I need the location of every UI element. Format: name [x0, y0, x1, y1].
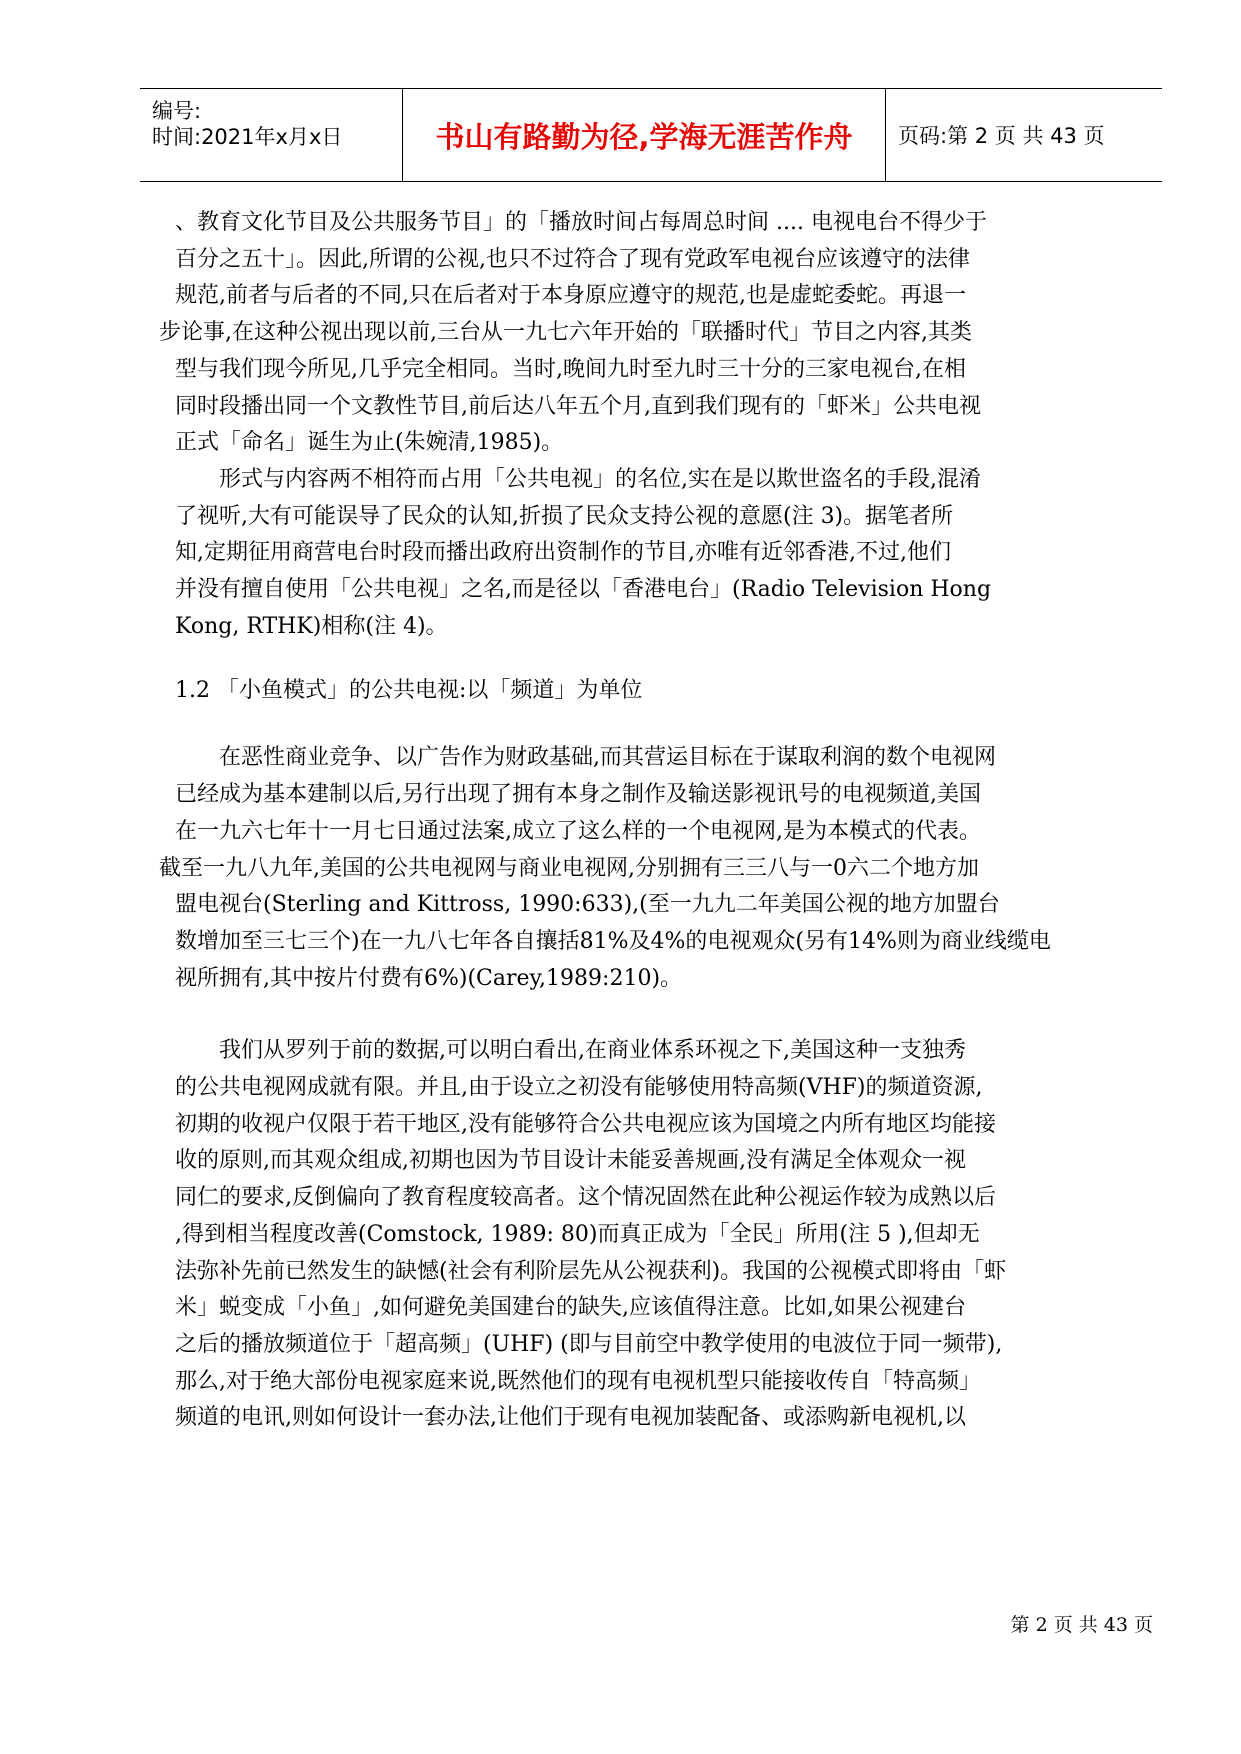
- header-motto-cell: [403, 89, 886, 181]
- document-time-label: 时间:2021年x月x日: [152, 125, 343, 149]
- text-line: 型与我们现今所见,几乎完全相同。当时,晚间九时至九时三十分的三家电视台,在相: [175, 356, 966, 382]
- text-line: 的公共电视网成就有限。并且,由于设立之初没有能够使用特高频(VHF)的频道资源,: [175, 1075, 983, 1101]
- text-line: 视所拥有,其中按片付费有6%)(Carey,1989:210)。: [175, 965, 683, 991]
- text-line: 初期的收视户仅限于若干地区,没有能够符合公共电视应该为国境之内所有地区均能接: [175, 1111, 996, 1137]
- text-line: 在一九六七年十一月七日通过法案,成立了这么样的一个电视网,是为本模式的代表。: [175, 818, 981, 844]
- text-line: 形式与内容两不相符而占用「公共电视」的名位,实在是以欺世盗名的手段,混淆: [219, 466, 981, 492]
- text-line: 收的原则,而其观众组成,初期也因为节目设计未能妥善规画,没有满足全体观众一视: [175, 1148, 966, 1174]
- text-line: 同仁的要求,反倒偏向了教育程度较高者。这个情况固然在此种公视运作较为成熟以后: [175, 1185, 996, 1211]
- text-line: 之后的播放频道位于「超高频」(UHF) (即与目前空中教学使用的电波位于同一频带),: [175, 1331, 1003, 1357]
- paragraph-2: [175, 462, 1165, 646]
- text-line: 知,定期征用商营电台时段而播出政府出资制作的节目,亦唯有近邻香港,不过,他们: [175, 540, 951, 566]
- motto-text: 书山有路勤为径,学海无涯苦作舟: [435, 119, 853, 154]
- text-line: 百分之五十」。因此,所谓的公视,也只不过符合了现有党政军电视台应该遵守的法律: [175, 246, 970, 272]
- header-page-number: 页码:第 2 页 共 43 页: [898, 124, 1105, 148]
- header-meta-cell: [140, 89, 403, 181]
- document-body: [159, 205, 1165, 1437]
- text-line: 数增加至三七三个)在一九八七年各自攘括81%及4%的电视观众(另有14%则为商业线缆电: [175, 928, 1051, 954]
- page-header: [140, 88, 1162, 182]
- text-line: Kong, RTHK)相称(注 4)。: [175, 613, 448, 639]
- header-page-cell: [886, 89, 1162, 181]
- section-heading: 1.2 「小鱼模式」的公共电视:以「频道」为单位: [175, 678, 643, 704]
- text-line: 已经成为基本建制以后,另行出现了拥有本身之制作及输送影视讯号的电视频道,美国: [175, 782, 981, 808]
- text-line: 在恶性商业竞争、以广告作为财政基础,而其营运目标在于谋取利润的数个电视网: [219, 745, 996, 771]
- text-line: 同时段播出同一个文教性节目,前后达八年五个月,直到我们现有的「虾米」公共电视: [175, 393, 981, 419]
- text-line: 法弥补先前已然发生的缺憾(社会有利阶层先从公视获利)。我国的公视模式即将由「虾: [175, 1258, 1007, 1284]
- text-line: 并没有擅自使用「公共电视」之名,而是径以「香港电台」(Radio Television Hong: [175, 577, 992, 603]
- paragraph-4: [175, 1033, 1165, 1437]
- text-line: 了视听,大有可能误导了民众的认知,折损了民众支持公视的意愿(注 3)。据笔者所: [175, 503, 954, 529]
- text-line: ,得到相当程度改善(Comstock, 1989: 80)而真正成为「全民」所用(注 5 ),但却无: [175, 1221, 980, 1247]
- text-line: 步论事,在这种公视出现以前,三台从一九七六年开始的「联播时代」节目之内容,其类: [159, 320, 972, 346]
- text-line: 规范,前者与后者的不同,只在后者对于本身原应遵守的规范,也是虚蛇委蛇。再退一: [175, 283, 966, 309]
- text-line: 那么,对于绝大部份电视家庭来说,既然他们的现有电视机型只能接收传自「特高频」: [175, 1368, 981, 1394]
- text-line: 我们从罗列于前的数据,可以明白看出,在商业体系环视之下,美国这种一支独秀: [219, 1038, 966, 1064]
- text-line: 频道的电讯,则如何设计一套办法,让他们于现有电视加装配备、或添购新电视机,以: [175, 1405, 966, 1431]
- text-line: 、教育文化节目及公共服务节目」的「播放时间占每周总时间 .... 电视电台不得少于: [175, 210, 987, 235]
- text-line: 截至一九八九年,美国的公共电视网与商业电视网,分别拥有三三八与一0六二个地方加: [159, 855, 979, 881]
- paragraph-3: [159, 740, 1165, 997]
- document-number-label: 编号:: [152, 99, 202, 123]
- text-line: 盟电视台(Sterling and Kittross, 1990:633),(至一九九二年美国公视的地方加盟台: [175, 892, 1000, 918]
- text-line: 米」蜕变成「小鱼」,如何避免美国建台的缺失,应该值得注意。比如,如果公视建台: [175, 1295, 966, 1321]
- text-line: 正式「命名」诞生为止(朱婉清,1985)。: [175, 430, 564, 456]
- page-footer: 第 2 页 共 43 页: [1010, 1614, 1153, 1636]
- paragraph-1: [159, 205, 1165, 462]
